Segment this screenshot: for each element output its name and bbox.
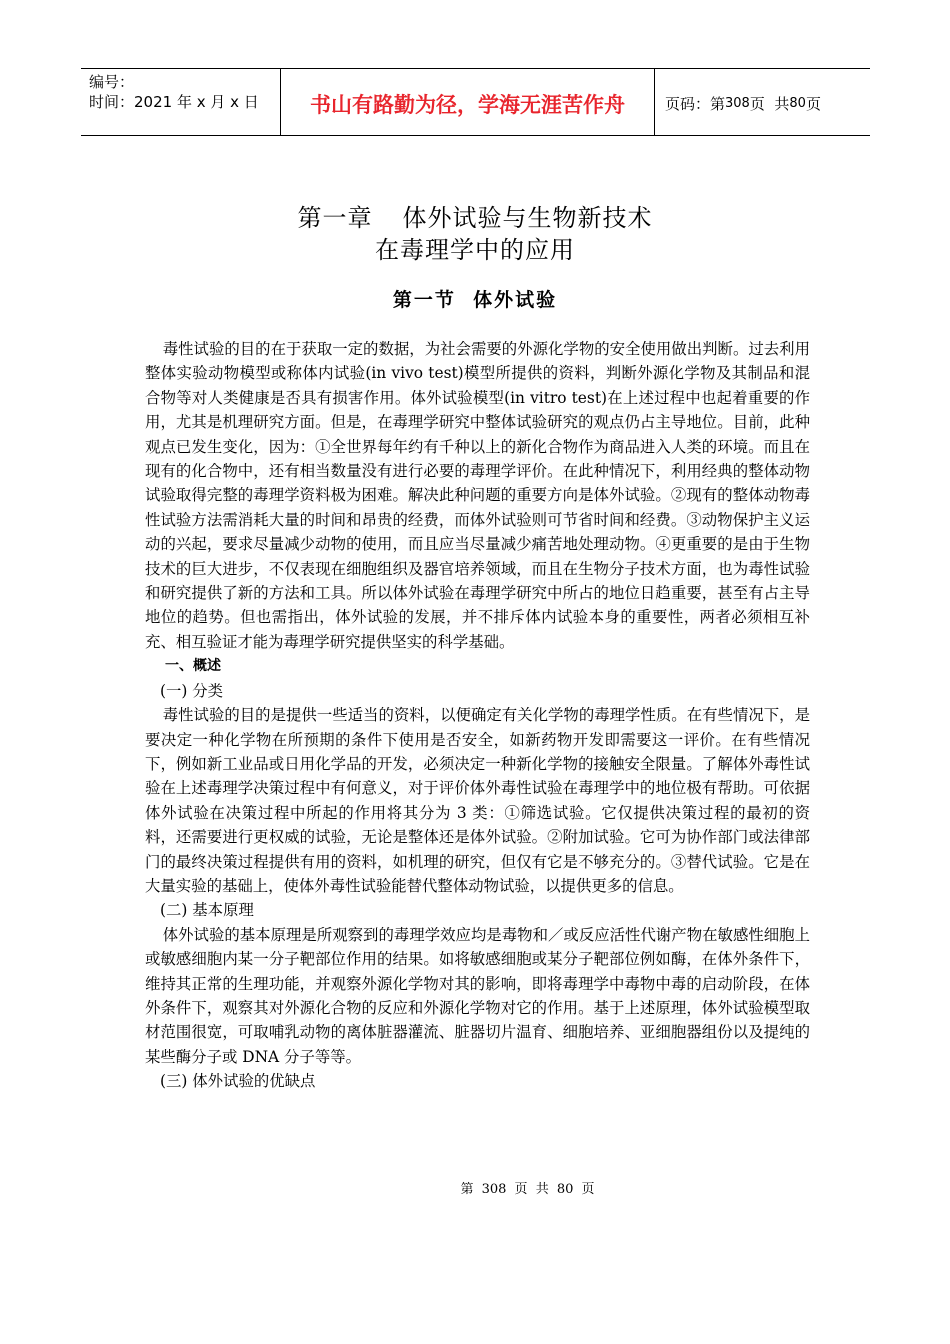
- paragraph-classification: 毒性试验的目的是提供一些适当的资料，以便确定有关化学物的毒理学性质。在有些情况下，是要决定一种化学物在所预期的条件下使用是否安全，如新药物开发即需要这一评价。在有些情况下，例如新工业品或日用化学品的开发，必须决定一种新化学物的接触安全限量。了解体外毒性试验在上述毒理学决策过程中有何意义，对于评价体外毒性试验在毒理学中的地位极有帮助。可依据体外试验在决策过程中所起的作用将其分为 3 类：①筛选试验。它仅提供决策过程的最初的资料，还需要进行更权威的试验，无论是整体还是体外试验。②附加试验。它可为协作部门或法律部门的最终决策过程提供有用的资料，如机理的研究，但仅有它是不够充分的。③替代试验。它是在大量实验的基础上，使体外毒性试验能替代整体动物试验，以提供更多的信息。: [145, 706, 810, 895]
- paragraph-principle: 体外试验的基本原理是所观察到的毒理学效应均是毒物和／或反应活性代谢产物在敏感性细胞上或敏感细胞内某一分子靶部位作用的结果。如将敏感细胞或某分子靶部位例如酶，在体外条件下，维持其正常的生理功能，并观察外源化学物对其的影响，即将毒理学中毒物中毒的启动阶段，在体外条件下，观察其对外源化合物的反应和外源化学物对它的作用。基于上述原理，体外试验模型取材范围很宽，可取哺乳动物的离体脏器灌流、脏器切片温育、细胞培养、亚细胞器组份以及提纯的某些酶分子或 DNA 分子等等。: [145, 925, 810, 1066]
- page-total: 80: [789, 95, 806, 111]
- subheading-pros-cons: (三) 体外试验的优缺点: [160, 1072, 316, 1091]
- paragraph-intro: 毒性试验的目的在于获取一定的数据，为社会需要的外源化学物的安全使用做出判断。过去利用整体实验动物模型或称体内试验(in vivo test)模型所提供的资料，判断外源化学物及其制品和混合物等对人类健康是否具有损害作用。体外试验模型(in vitro test)在上述过程中也起着重要的作用，尤其是机理研究方面。但是，在毒理学研究中整体试验研究的观点仍占主导地位。目前，此种观点已发生变化，因为：①全世界每年约有千种以上的新化合物作为商品进入人类的环境。而且在现有的化合物中，还有相当数量没有进行必要的毒理学评价。在此种情况下，利用经典的整体动物试验取得完整的毒理学资料极为困难。解决此种问题的重要方向是体外试验。②现有的整体动物毒性试验方法需消耗大量的时间和昂贵的经费，而体外试验则可节省时间和经费。③动物保护主义运动的兴起，要求尽量减少动物的使用，而且应当尽量减少痛苦地处理动物。④更重要的是由于生物技术的巨大进步，不仅表现在细胞组织及器官培养领域，而且在生物分子技术方面，也为毒性试验和研究提供了新的方法和工具。所以体外试验在毒理学研究中所占的地位日趋重要，甚至有占主导地位的趋势。但也需指出，体外试验的发展，并不排斥体内试验本身的重要性，两者必须相互补充、相互验证才能为毒理学研究提供坚实的科学基础。: [145, 340, 810, 651]
- chapter-title-line1: [0, 198, 950, 233]
- section-title: 第一节 体外试验: [392, 289, 558, 311]
- body-text: [145, 337, 810, 1094]
- page-prefix: 页码：第: [665, 94, 726, 113]
- chapter-title-line2: 在毒理学中的应用: [375, 236, 575, 264]
- header-meta-cell: [81, 69, 281, 135]
- serial-label: 编号：: [89, 73, 135, 91]
- date-label: 时间：2021 年 x 月 x 日: [89, 93, 259, 111]
- header-table: [81, 68, 870, 136]
- motto-text: 书山有路勤为径，学海无涯苦作舟: [310, 93, 625, 117]
- header-page-cell: [655, 69, 870, 135]
- subheading-principle: (二) 基本原理: [160, 901, 254, 920]
- page-mid: 页 共: [749, 94, 790, 113]
- chapter-name: 体外试验与生物新技术: [402, 204, 653, 232]
- page-number: 308: [725, 95, 750, 111]
- page-footer: 第 308 页 共 80 页: [460, 1182, 595, 1197]
- heading-overview: 一、概述: [165, 658, 221, 675]
- page-suffix: 页: [805, 94, 821, 113]
- chapter-number: 第一章: [297, 204, 373, 232]
- subheading-classification: (一) 分类: [160, 681, 224, 700]
- header-motto-cell: [281, 69, 655, 135]
